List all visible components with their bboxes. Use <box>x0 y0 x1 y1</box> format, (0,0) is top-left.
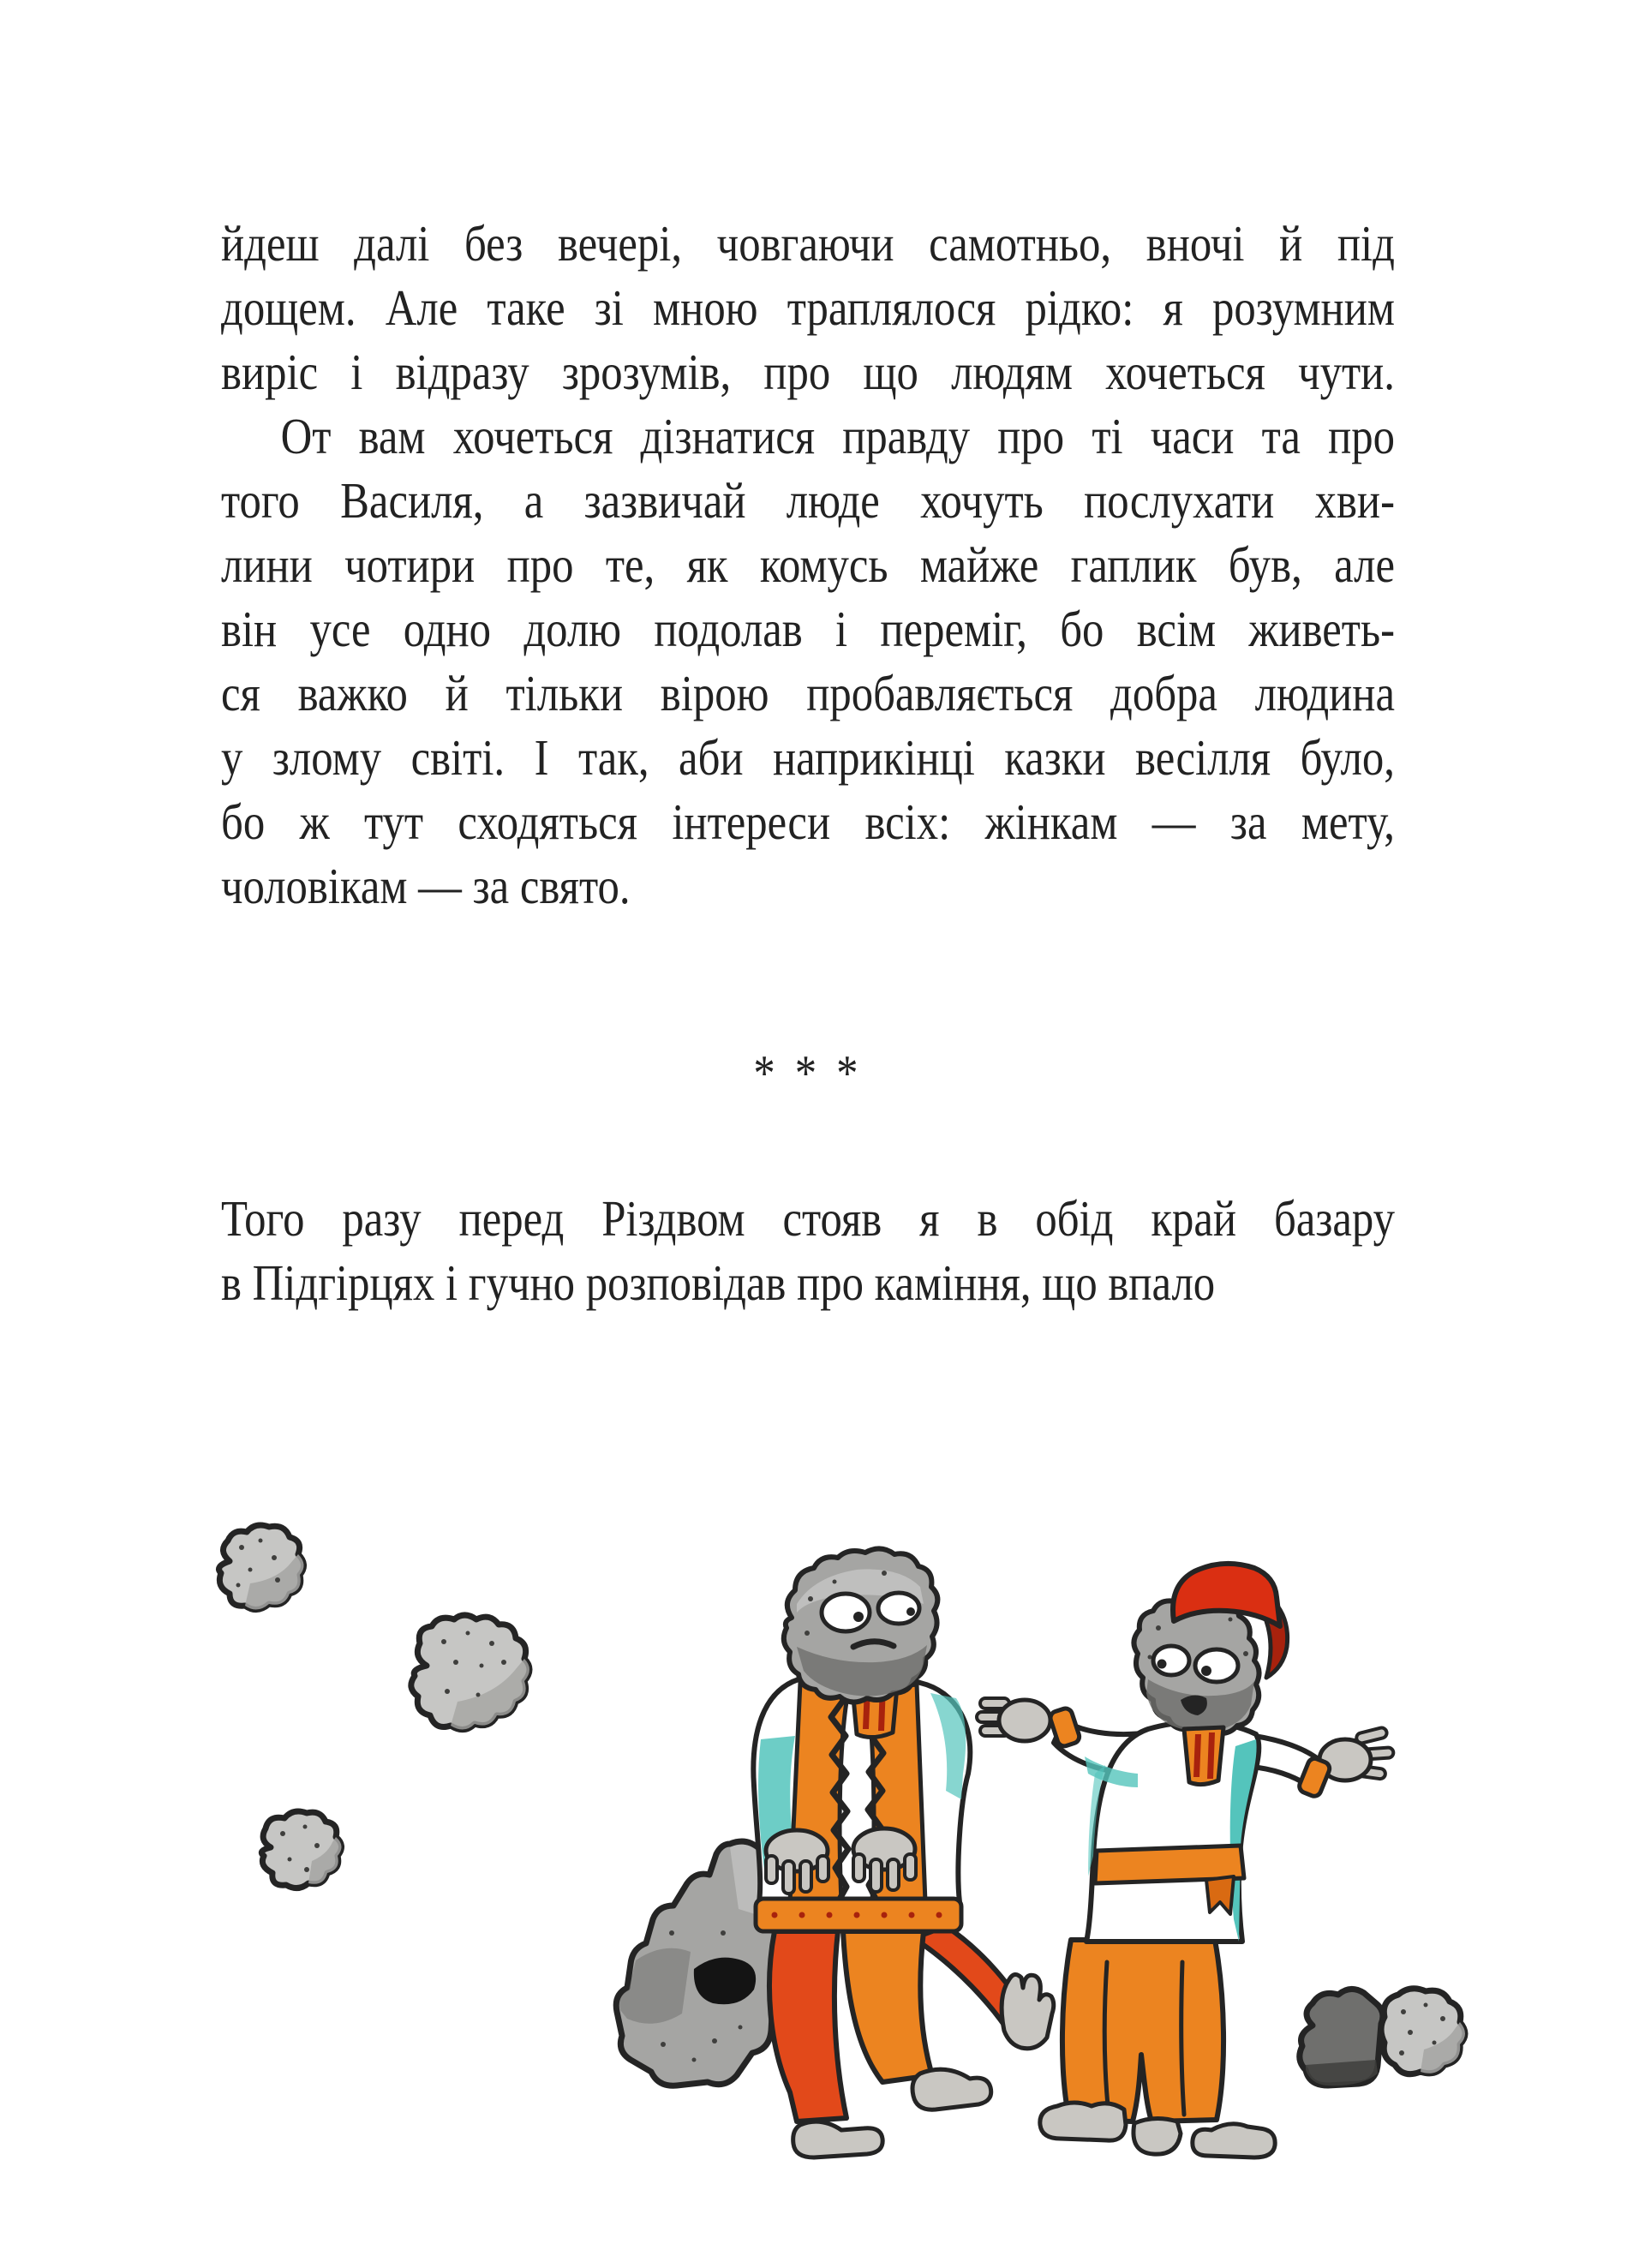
stone-head <box>784 1548 938 1702</box>
foot <box>1193 2124 1275 2157</box>
hand <box>977 1698 1050 1741</box>
raised-foot <box>1002 1974 1054 2048</box>
eye <box>1195 1649 1238 1682</box>
text-line: ся важко й тільки вірою пробавляється добра людина <box>221 665 1395 721</box>
collar <box>1184 1727 1223 1785</box>
rock-icon <box>261 1811 341 1888</box>
rock-icon <box>219 1525 304 1610</box>
text-line: у злому світі. І так, аби наприкінці казки весілля було, <box>221 729 1395 786</box>
text-line: в Підгірцях і гучно розповідав про каміння, що впало <box>221 1254 1216 1311</box>
pupil <box>906 1607 915 1616</box>
rock-icon <box>411 1615 529 1730</box>
foot <box>1040 2103 1126 2140</box>
text-column <box>221 212 1395 1315</box>
eye <box>822 1594 870 1631</box>
pupil <box>853 1612 864 1622</box>
foot <box>1134 2118 1181 2154</box>
stone-man-left <box>753 1548 1053 2157</box>
section-separator: * * * <box>753 1044 863 1101</box>
text-line: йдеш далі без вечері, човгаючи самотньо, вночі й під <box>221 215 1395 272</box>
pupil <box>1157 1660 1167 1669</box>
text-line: він усе одно долю подолав і переміг, бо всім живеть- <box>221 601 1395 657</box>
foot <box>793 2121 883 2157</box>
text-line: виріс і відразу зрозумів, про що людям хочеться чути. <box>221 344 1395 400</box>
text-line: дощем. Але таке зі мною траплялося рідко: я розумним <box>221 279 1395 336</box>
text-line: чоловікам — за свято. <box>221 858 631 914</box>
foot <box>912 2069 991 2109</box>
illustration <box>197 1517 1491 2181</box>
pupil <box>1201 1666 1211 1676</box>
text-line: От вам хочеться дізнатися правду про ті часи та про <box>280 408 1395 464</box>
text-line: того Василя, а зазвичай люде хочуть послухати хви- <box>221 472 1395 529</box>
rock-pile-icon <box>1300 1989 1465 2085</box>
text-line: бо ж тут сходяться інтереси всіх: жінкам — за мету, <box>221 793 1395 850</box>
stone-head <box>1134 1595 1259 1735</box>
text-line: Того разу перед Різдвом стояв я в обід край базару <box>221 1190 1395 1247</box>
text-line: лини чотири про те, як комусь майже гаплик був, але <box>221 536 1395 593</box>
